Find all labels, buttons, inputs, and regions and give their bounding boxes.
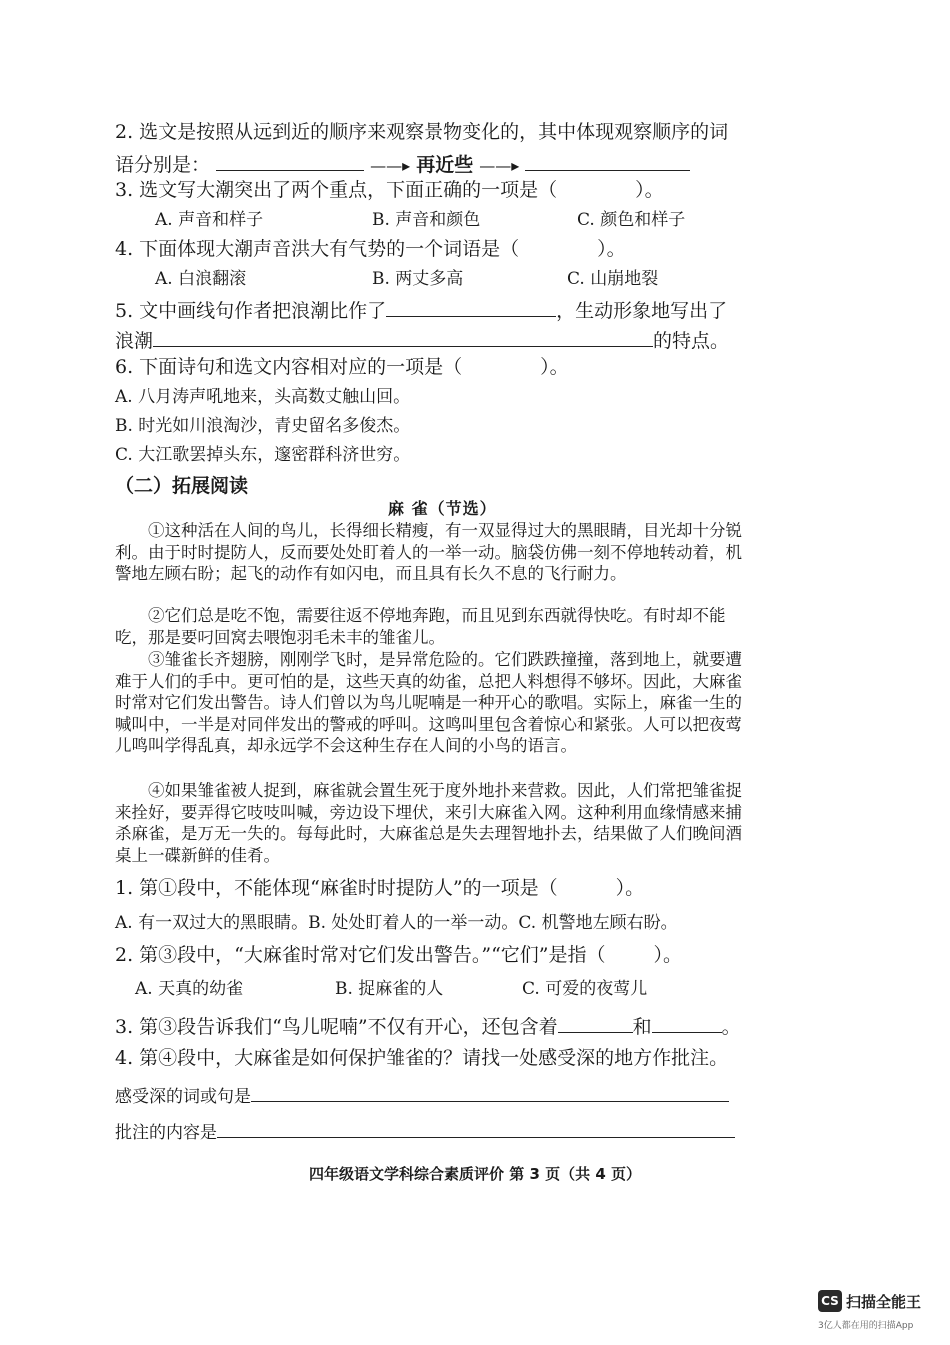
p2-q3-end: 。 <box>721 1016 741 1038</box>
q6-option-b[interactable]: B. 时光如川浪淘沙，青史留名多俊杰。 <box>115 416 411 436</box>
p2-q2-stem-text: 2. 第③段中，“大麻雀时常对它们发出警告。”“它们”是指（ <box>115 944 606 966</box>
q6-option-c[interactable]: C. 大江歌罢掉头东，邃密群科济世穷。 <box>115 445 411 465</box>
passage-title: 麻 雀（节选） <box>388 499 497 518</box>
p2-q2-option-a[interactable]: A. 天真的幼雀 <box>135 979 244 999</box>
watermark-subtitle: 3亿人都在用的扫描App <box>818 1321 914 1331</box>
arrow-icon: ——▸ <box>370 156 411 175</box>
q2-blank-1[interactable] <box>216 150 364 171</box>
q5-text-1: 5. 文中画线句作者把浪潮比作了 <box>115 300 387 322</box>
q3-option-a[interactable]: A. 声音和样子 <box>155 210 264 230</box>
p2-q1-options[interactable]: A. 有一双过大的黑眼睛。B. 处处盯着人的一举一动。C. 机警地左顾右盼。 <box>115 913 678 933</box>
passage-paragraph-3: ③雏雀长齐翅膀，刚刚学飞时，是异常危险的。它们跌跌撞撞，落到地上，就要遭难于人们的手中。更可怕的是，这些天真的幼雀，总把人料想得不够坏。因此，大麻雀时常对它们发出警告。诗人们曾以为鸟儿呢喃是一种开心的歌唱。实际上，麻雀一生的喊叫中，一半是对同伴发出的警戒的呼叫。这鸣叫里包含着惊心和紧张。人可以把夜莺儿鸣叫学得乱真，却永远学不会这种生存在人间的小鸟的语言。 <box>115 650 742 755</box>
p2-q1-stem <box>115 876 644 900</box>
p2-q2-close: ）。 <box>653 944 683 966</box>
p2-q2-stem <box>115 943 682 967</box>
q5-text-4: 的特点。 <box>653 330 730 352</box>
q2-line2 <box>115 150 690 178</box>
p2-q4-line2-label: 批注的内容是 <box>115 1123 217 1143</box>
camscanner-logo-icon: CS <box>818 1290 842 1312</box>
p2-q1-stem-text: 1. 第①段中，不能体现“麻雀时时提防人”的一项是（ <box>115 877 558 899</box>
p2-q4-line2 <box>115 1117 735 1145</box>
p2-q3-line <box>115 1012 741 1039</box>
q4-stem <box>115 237 626 261</box>
page-footer: 四年级语文学科综合素质评价 第 3 页（共 4 页） <box>309 1165 641 1183</box>
q5-blank-1[interactable] <box>386 296 556 317</box>
arrow-icon: ——▸ <box>479 156 520 175</box>
q5-line2 <box>115 326 729 353</box>
q4-stem-text: 4. 下面体现大潮声音洪大有气势的一个词语是（ <box>115 238 520 260</box>
p2-q2-option-c[interactable]: C. 可爱的夜莺儿 <box>522 979 648 999</box>
q3-close: ）。 <box>635 179 664 201</box>
q4-option-b[interactable]: B. 两丈多高 <box>372 269 464 289</box>
p2-q4-answer-1[interactable] <box>251 1081 729 1102</box>
p2-q2-option-b[interactable]: B. 捉麻雀的人 <box>335 979 444 999</box>
p2-q4-answer-2[interactable] <box>217 1117 735 1138</box>
q6-option-a[interactable]: A. 八月涛声吼地来，头高数丈触山回。 <box>115 387 411 407</box>
passage-paragraph-1: ①这种活在人间的鸟儿，长得细长精瘦，有一双显得过大的黑眼睛，目光却十分锐利。由于时时提防人，反而要处处盯着人的一举一动。脑袋仿佛一刻不停地转动着，机警地左顾右盼；起飞的动作有如闪电，而且具有长久不息的飞行耐力。 <box>115 521 742 583</box>
q5-text-3: 浪潮 <box>115 330 154 352</box>
q2-prefix: 语分别是： <box>115 154 211 176</box>
q4-option-a[interactable]: A. 白浪翻滚 <box>155 269 247 289</box>
scanner-watermark <box>818 1290 921 1312</box>
q2-middle: 再近些 <box>416 154 474 176</box>
q4-option-c[interactable]: C. 山崩地裂 <box>567 269 659 289</box>
q2-blank-2[interactable] <box>525 150 690 171</box>
q3-stem-text: 3. 选文写大潮突出了两个重点，下面正确的一项是（ <box>115 179 558 201</box>
q5-blank-2[interactable] <box>153 326 653 347</box>
q5-line1 <box>115 296 727 323</box>
q4-close: ）。 <box>597 238 626 260</box>
q3-option-c[interactable]: C. 颜色和样子 <box>577 210 686 230</box>
p2-q3-blank-2[interactable] <box>652 1012 722 1033</box>
q6-stem-text: 6. 下面诗句和选文内容相对应的一项是（ <box>115 356 463 378</box>
p2-q4-stem: 4. 第④段中，大麻雀是如何保护雏雀的？请找一处感受深的地方作批注。 <box>115 1047 729 1069</box>
watermark-name: 扫描全能王 <box>846 1292 922 1311</box>
p2-q1-close: ）。 <box>615 877 645 899</box>
p2-q3-and: 和 <box>632 1016 652 1038</box>
q5-text-2: ，生动形象地写出了 <box>556 300 728 322</box>
passage-paragraph-2: ②它们总是吃不饱，需要往返不停地奔跑，而且见到东西就得快吃。有时却不能吃，那是要叼回窝去喂饱羽毛未丰的雏雀儿。 <box>115 606 726 647</box>
p2-q3-blank-1[interactable] <box>558 1012 633 1033</box>
q3-stem <box>115 178 664 202</box>
q6-close: ）。 <box>540 356 569 378</box>
p2-q4-line1-label: 感受深的词或句是 <box>115 1087 251 1107</box>
passage-paragraph-4: ④如果雏雀被人捉到，麻雀就会置生死于度外地扑来营救。因此，人们常把雏雀捉来拴好，要弄得它吱吱叫喊，旁边设下埋伏，来引大麻雀入网。这种利用血缘情感来捕杀麻雀，是万无一失的。每每此时，大麻雀总是失去理智地扑去，结果做了人们晚间酒桌上一碟新鲜的佳肴。 <box>115 781 742 865</box>
q6-stem <box>115 355 569 379</box>
p2-q3-text: 3. 第③段告诉我们“鸟儿呢喃”不仅有开心，还包含着 <box>115 1016 558 1038</box>
q3-option-b[interactable]: B. 声音和颜色 <box>372 210 481 230</box>
q2-line1: 2. 选文是按照从远到近的顺序来观察景物变化的，其中体现观察顺序的词 <box>115 121 729 143</box>
section-title: （二）拓展阅读 <box>115 475 249 497</box>
p2-q4-line1 <box>115 1081 729 1109</box>
